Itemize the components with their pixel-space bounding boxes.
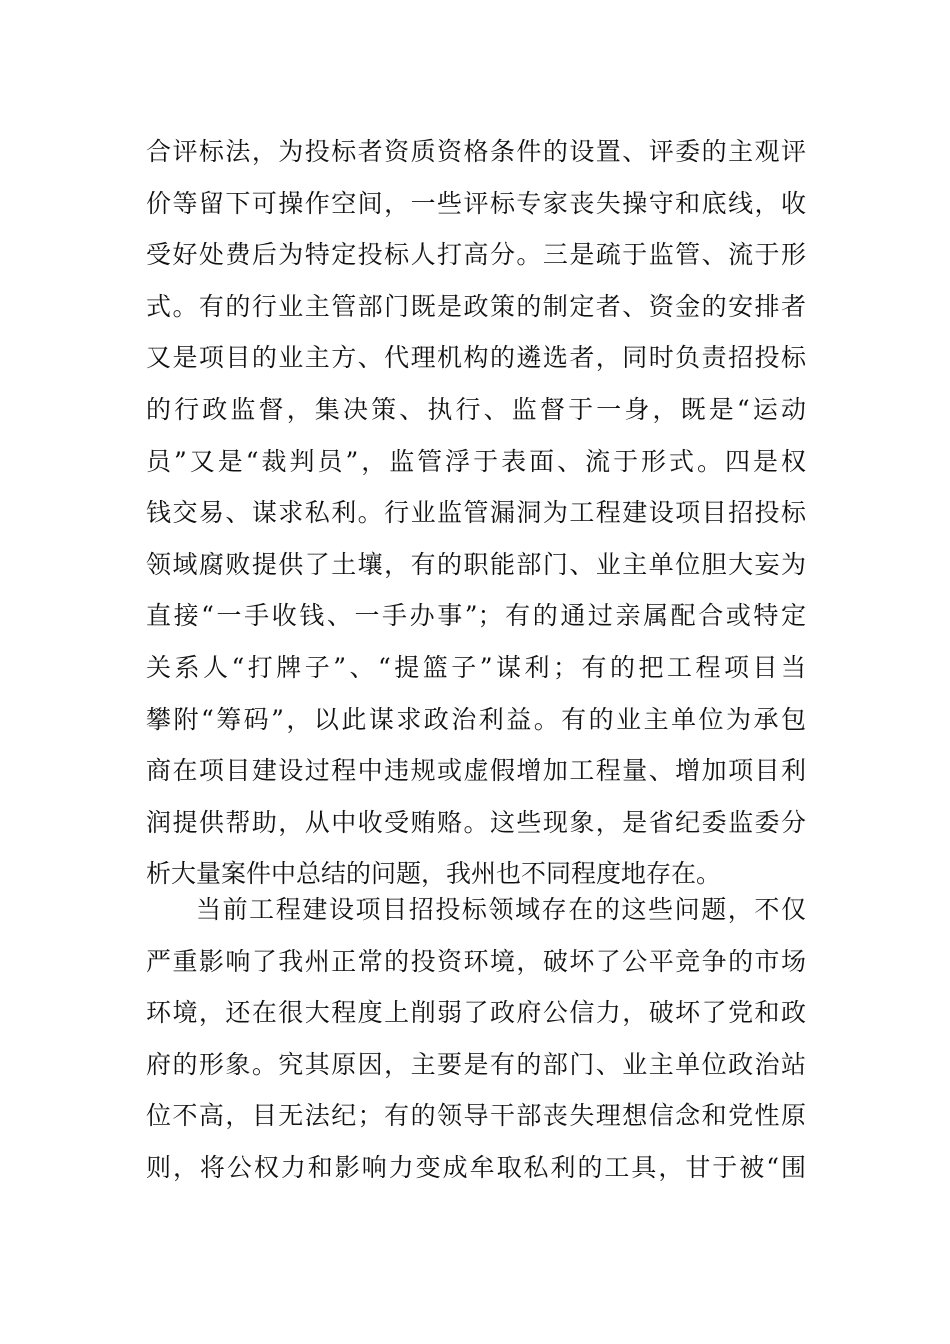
paragraph-2 [146,884,806,1194]
paragraph-2-line: 当前工程建设项目招投标领域存在的这些问题，不仅 [196,895,806,924]
paragraph-1 [146,126,806,900]
paragraph-1-line: 商在项目建设过程中违规或虚假增加工程量、增加项目利 [146,756,806,786]
paragraph-2-line: 严重影响了我州正常的投资环境，破坏了公平竞争的市场 [146,946,806,976]
paragraph-1-line: 式。有的行业主管部门既是政策的制定者、资金的安排者 [146,291,806,321]
paragraph-1-line: 润提供帮助，从中收受贿赂。这些现象，是省纪委监委分 [146,807,806,837]
paragraph-2-line: 府的形象。究其原因，主要是有的部门、业主单位政治站 [146,1049,806,1079]
paragraph-1-line: 的行政监督，集决策、执行、监督于一身，既是“运动 [146,394,806,424]
paragraph-1-line: 析大量案件中总结的问题，我州也不同程度地存在。 [146,859,722,889]
paragraph-1-line: 员”又是“裁判员”，监管浮于表面、流于形式。四是权 [146,446,806,476]
paragraph-2-line: 环境，还在很大程度上削弱了政府公信力，破坏了党和政 [146,998,806,1028]
paragraph-2-line: 则，将公权力和影响力变成牟取私利的工具，甘于被“围 [146,1152,806,1182]
paragraph-1-line: 合评标法，为投标者资质资格条件的设置、评委的主观评 [146,137,806,166]
paragraph-1-line: 又是项目的业主方、代理机构的遴选者，同时负责招投标 [146,343,806,373]
paragraph-1-line: 关系人“打牌子”、“提篮子”谋利；有的把工程项目当 [146,652,806,682]
paragraph-1-line: 领域腐败提供了土壤，有的职能部门、业主单位胆大妄为 [146,549,806,579]
paragraph-1-line: 受好处费后为特定投标人打高分。三是疏于监管、流于形 [146,240,806,270]
paragraph-1-line: 钱交易、谋求私利。行业监管漏洞为工程建设项目招投标 [146,498,806,528]
paragraph-1-line: 直接“一手收钱、一手办事”；有的通过亲属配合或特定 [146,601,806,631]
paragraph-1-line: 攀附“筹码”，以此谋求政治利益。有的业主单位为承包 [146,704,806,734]
paragraph-2-line: 位不高，目无法纪；有的领导干部丧失理想信念和党性原 [146,1101,806,1131]
paragraph-1-line: 价等留下可操作空间，一些评标专家丧失操守和底线，收 [146,188,806,218]
